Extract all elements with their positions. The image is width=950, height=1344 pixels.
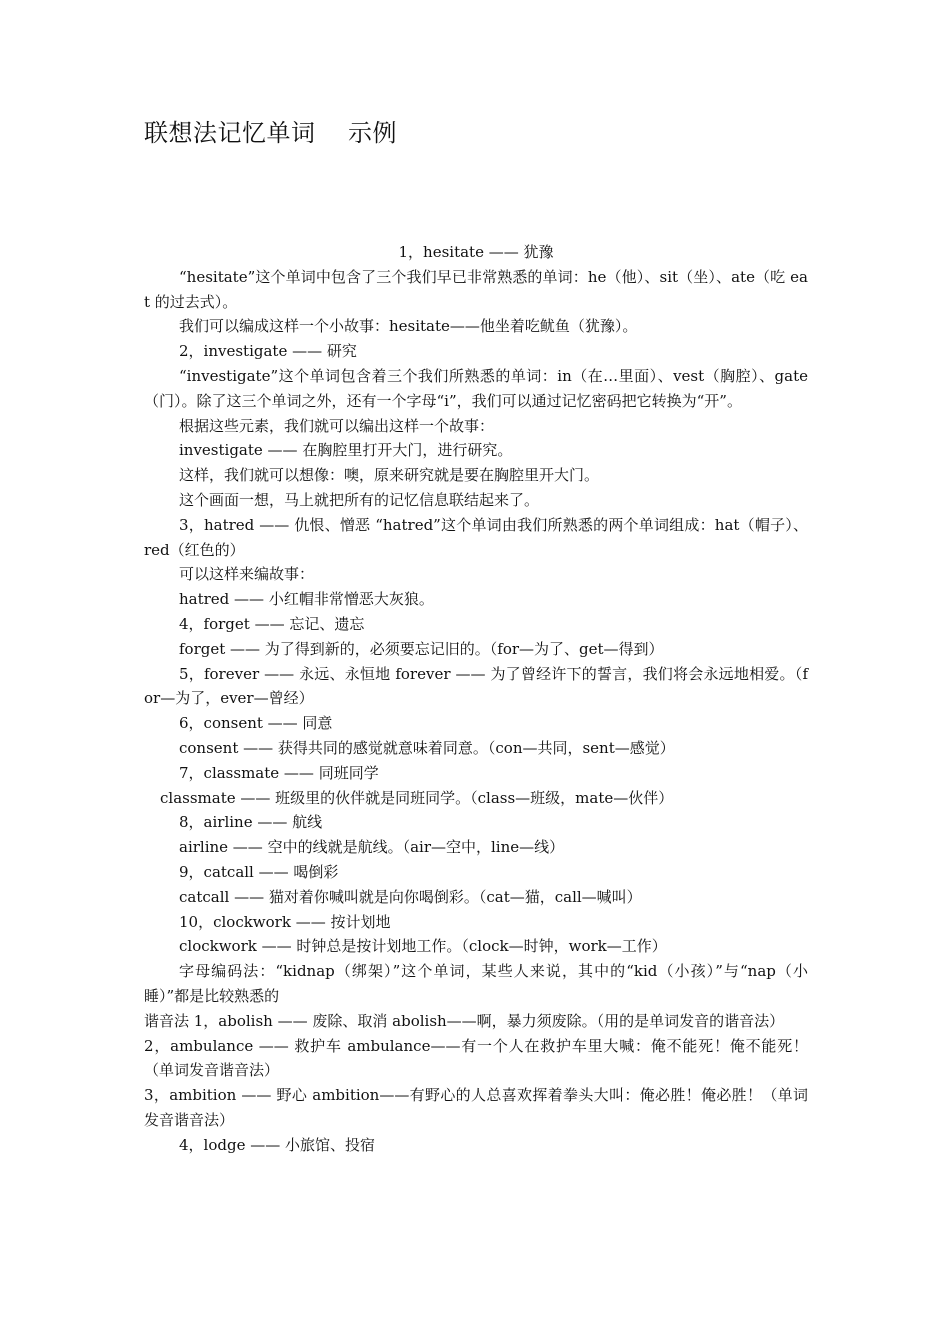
paragraph: 这样，我们就可以想像：噢，原来研究就是要在胸腔里开大门。 <box>179 466 600 485</box>
paragraph: catcall —— 猫对着你喊叫就是向你喝倒彩。（cat—猫，call—喊叫） <box>179 887 642 906</box>
paragraph: 可以这样来编故事： <box>179 565 315 584</box>
entry-heading: 6，consent —— 同意 <box>179 714 333 733</box>
paragraph: “investigate”这个单词包含着三个我们所熟悉的单词：in（在…里面）、vest（胸腔）、gate（门）。除了这三个单词之外，还有一个字母“i”，我们可以通过记忆密码把它转换为“开”。 <box>144 366 808 410</box>
entry-heading: 4，lodge —— 小旅馆、投宿 <box>179 1135 375 1154</box>
paragraph: clockwork —— 时钟总是按计划地工作。（clock—时钟，work—工作） <box>179 937 667 956</box>
paragraph: hatred —— 小红帽非常憎恶大灰狼。 <box>179 590 434 609</box>
paragraph: forget —— 为了得到新的，必须要忘记旧的。（for—为了、get—得到） <box>179 639 664 658</box>
entry-heading: 9，catcall —— 喝倒彩 <box>179 862 339 881</box>
entry-heading: 1，hesitate —— 犹豫 <box>398 243 554 261</box>
paragraph: investigate —— 在胸腔里打开大门，进行研究。 <box>179 441 513 460</box>
paragraph: 根据这些元素，我们就可以编出这样一个故事： <box>179 416 495 435</box>
entry-heading: 5，forever —— 永远、永恒地 forever —— 为了曾经许下的誓言，我们将会永远地相爱。（for—为了，ever—曾经） <box>144 664 808 708</box>
paragraph: 字母编码法：“kidnap（绑架）”这个单词，某些人来说，其中的“kid（小孩）”与“nap（小睡）”都是比较熟悉的 <box>144 962 808 1005</box>
paragraph: airline —— 空中的线就是航线。（air—空中，line—线） <box>179 838 565 857</box>
entry-heading: 4，forget —— 忘记、遗忘 <box>179 614 365 633</box>
entry-heading: 8，airline —— 航线 <box>179 813 323 832</box>
paragraph: 谐音法 1，abolish —— 废除、取消 abolish——啊，暴力须废除。（用的是单词发音的谐音法） <box>144 1011 785 1030</box>
entry-heading: 3，hatred —— 仇恨、憎恶 “hatred”这个单词由我们所熟悉的两个单词组成：hat（帽子）、red（红色的） <box>144 515 808 559</box>
entry-heading: 2，investigate —— 研究 <box>179 342 357 361</box>
paragraph: 2，ambulance —— 救护车 ambulance——有一个人在救护车里大喊：俺不能死！俺不能死！（单词发音谐音法） <box>144 1036 808 1080</box>
paragraph: 我们可以编成这样一个小故事：hesitate——他坐着吃鱿鱼（犹豫）。 <box>179 317 638 336</box>
paragraph: 这个画面一想，马上就把所有的记忆信息联结起来了。 <box>179 490 540 509</box>
entry-heading: 7，classmate —— 同班同学 <box>179 763 379 782</box>
document-body <box>144 240 808 1157</box>
document-title: 联想法记忆单词 示例 <box>144 119 398 147</box>
paragraph: consent —— 获得共同的感觉就意味着同意。（con—共同，sent—感觉） <box>179 738 675 757</box>
entry-heading: 10，clockwork —— 按计划地 <box>179 912 391 931</box>
paragraph: 3，ambition —— 野心 ambition——有野心的人总喜欢挥着拳头大叫：俺必胜！俺必胜！（单词发音谐音法） <box>144 1086 808 1129</box>
paragraph: classmate —— 班级里的伙伴就是同班同学。（class—班级，mate—伙伴） <box>160 788 674 807</box>
paragraph: “hesitate”这个单词中包含了三个我们早已非常熟悉的单词：he（他）、sit（坐）、ate（吃 eat 的过去式）。 <box>144 267 808 311</box>
